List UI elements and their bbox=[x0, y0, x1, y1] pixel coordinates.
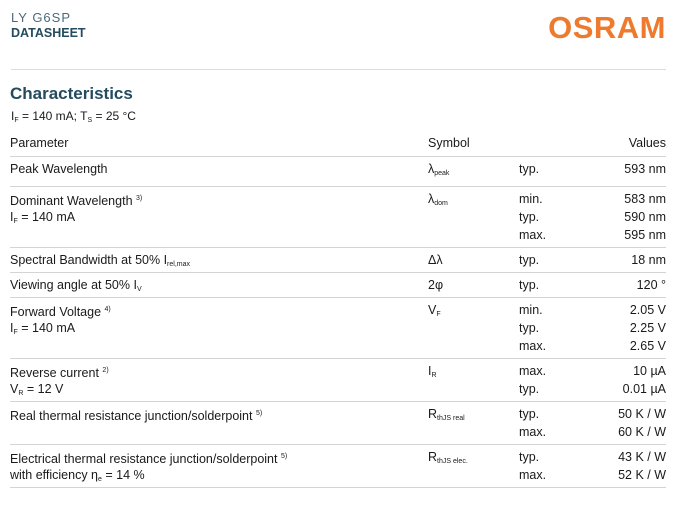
value-cell: 2.05 V 2.25 V 2.65 V bbox=[589, 298, 666, 359]
parameter-cell: Electrical thermal resistance junction/solderpoint $^{5)}$ with efficiency $\eta_e = 14$ % bbox=[10, 445, 428, 488]
value-cell: 10 µA 0.01 µA bbox=[589, 359, 666, 402]
condition-if: 140 mA bbox=[32, 109, 74, 123]
document-type: DATASHEET bbox=[11, 26, 86, 40]
table-row bbox=[10, 157, 666, 187]
column-header-parameter: Parameter bbox=[10, 131, 428, 157]
column-header-values: Values bbox=[589, 131, 666, 157]
qualifier-cell: typ. bbox=[519, 157, 589, 187]
qualifier-cell: typ. max. bbox=[519, 402, 589, 445]
table-row bbox=[10, 402, 666, 445]
test-conditions: $I_F = 140$ mA; $T_S = 25$ °C bbox=[11, 109, 136, 124]
characteristics-table bbox=[10, 131, 666, 488]
symbol-cell: $\lambda_{dom}$ bbox=[428, 187, 519, 248]
table-row bbox=[10, 359, 666, 402]
qualifier-cell: typ. bbox=[519, 273, 589, 298]
symbol-cell: $\lambda_{peak}$ bbox=[428, 157, 519, 187]
parameter-cell: Spectral Bandwidth at 50% $I_{rel,max}$ bbox=[10, 248, 428, 273]
value-cell: 583 nm 590 nm 595 nm bbox=[589, 187, 666, 248]
table-header-row bbox=[10, 131, 666, 157]
table-row bbox=[10, 445, 666, 488]
parameter-cell: Real thermal resistance junction/solderpoint $^{5)}$ bbox=[10, 402, 428, 445]
symbol-cell: Δλ bbox=[428, 248, 519, 273]
value-cell: 593 nm bbox=[589, 157, 666, 187]
parameter-cell: Peak Wavelength bbox=[10, 157, 428, 187]
qualifier-cell: typ. max. bbox=[519, 445, 589, 488]
column-header-symbol: Symbol bbox=[428, 131, 519, 157]
value-cell: 43 K / W 52 K / W bbox=[589, 445, 666, 488]
table-row bbox=[10, 273, 666, 298]
page-header bbox=[0, 0, 686, 70]
symbol-cell: $R_{thJS real}$ bbox=[428, 402, 519, 445]
table-row bbox=[10, 187, 666, 248]
qualifier-cell: typ. bbox=[519, 248, 589, 273]
table-row bbox=[10, 298, 666, 359]
parameter-cell: Viewing angle at 50% $I_V$ bbox=[10, 273, 428, 298]
symbol-cell: $R_{thJS elec.}$ bbox=[428, 445, 519, 488]
symbol-cell: $V_F$ bbox=[428, 298, 519, 359]
table-row bbox=[10, 248, 666, 273]
qualifier-cell: min. typ. max. bbox=[519, 187, 589, 248]
condition-ts: 25 °C bbox=[105, 109, 136, 123]
value-cell: 50 K / W 60 K / W bbox=[589, 402, 666, 445]
brand-logo: OSRAM bbox=[548, 10, 666, 45]
value-cell: 120 ° bbox=[589, 273, 666, 298]
parameter-cell: Dominant Wavelength $^{3)}$ $I_F = 140$ mA bbox=[10, 187, 428, 248]
value-cell: 18 nm bbox=[589, 248, 666, 273]
symbol-cell: $I_R$ bbox=[428, 359, 519, 402]
parameter-cell: Reverse current $^{2)}$ $V_R = 12$ V bbox=[10, 359, 428, 402]
qualifier-cell: min. typ. max. bbox=[519, 298, 589, 359]
qualifier-cell: max. typ. bbox=[519, 359, 589, 402]
header-divider bbox=[11, 69, 666, 70]
column-header-spacer bbox=[519, 131, 589, 157]
parameter-cell: Forward Voltage $^{4)}$ $I_F = 140$ mA bbox=[10, 298, 428, 359]
section-title: Characteristics bbox=[10, 84, 133, 103]
symbol-cell: 2φ bbox=[428, 273, 519, 298]
product-name: LY G6SP bbox=[11, 10, 71, 25]
